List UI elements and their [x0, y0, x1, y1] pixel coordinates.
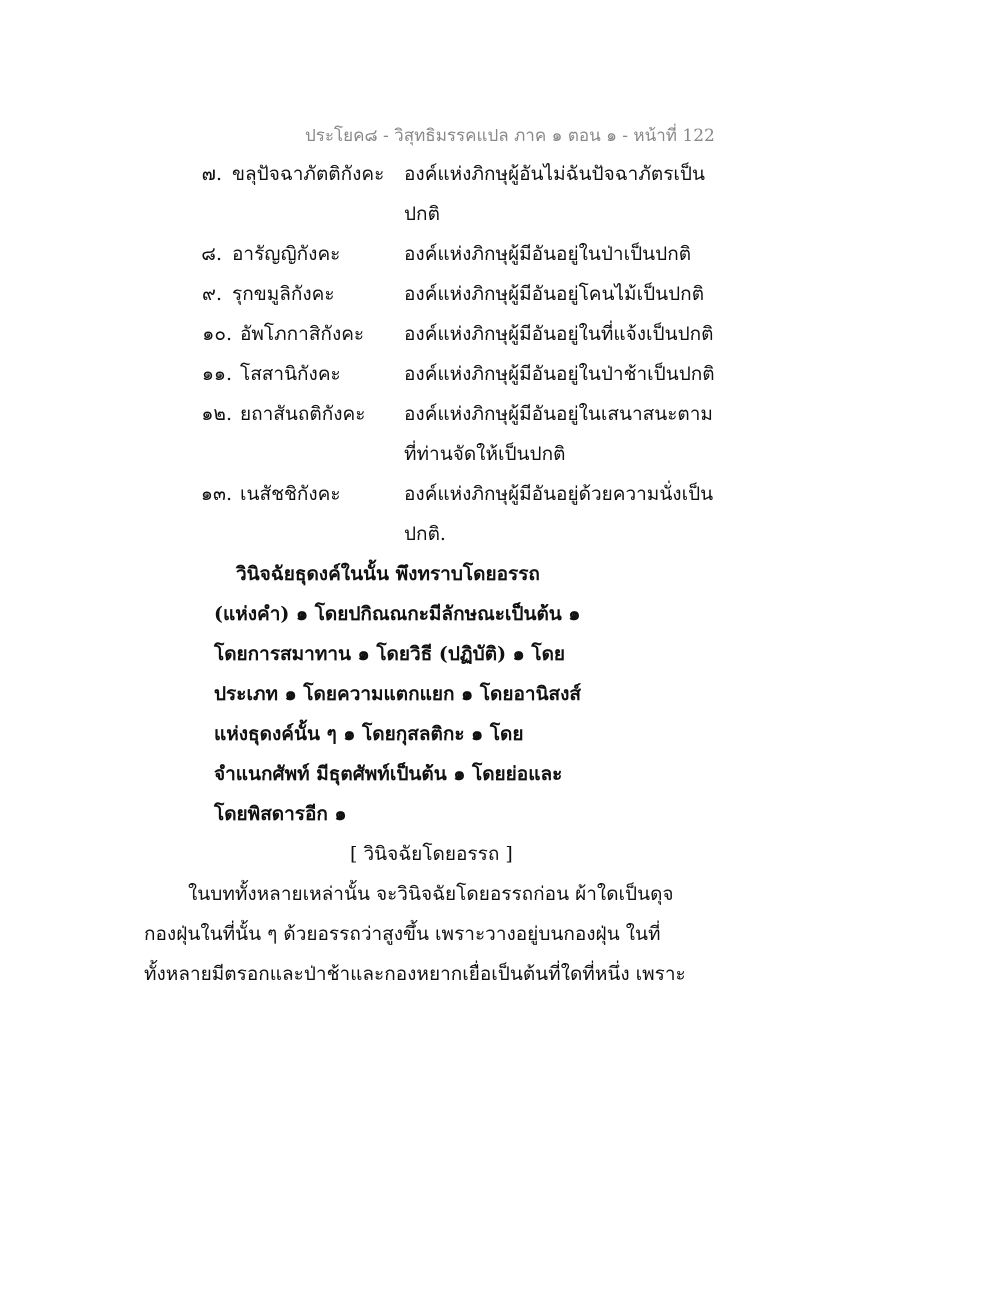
bold-paragraph-line: โดยพิสดารอีก ๑ [214, 803, 347, 825]
item-definition-cont: ที่ท่านจัดให้เป็นปกติ [404, 443, 566, 465]
item-number: ๑๓. [200, 483, 232, 505]
item-definition: องค์แห่งภิกษุผู้มีอันอยู่โคนไม้เป็นปกติ [404, 283, 705, 305]
item-number: ๘. [201, 243, 222, 265]
item-definition-cont: ปกติ [404, 203, 440, 225]
item-definition: องค์แห่งภิกษุผู้มีอันอยู่ในป่าเป็นปกติ [404, 243, 692, 265]
body-line: ในบททั้งหลายเหล่านั้น จะวินิจฉัยโดยอรรถก่อน ผ้าใดเป็นดุจ [188, 883, 674, 905]
item-definition: องค์แห่งภิกษุผู้มีอันอยู่ในที่แจ้งเป็นปกติ [404, 323, 714, 345]
item-term: ยถาสันถติกังคะ [240, 403, 366, 425]
item-term: อารัญญิกังคะ [232, 243, 341, 265]
bold-paragraph-line: วินิจฉัยธุดงค์ในนั้น พึงทราบโดยอรรถ [236, 563, 540, 585]
bold-paragraph-line: ประเภท ๑ โดยความแตกแยก ๑ โดยอานิสงส์ [214, 683, 582, 705]
item-number: ๑๐. [202, 323, 232, 345]
item-number: ๗. [201, 163, 222, 185]
section-title: [ วินิจฉัยโดยอรรถ ] [350, 843, 513, 865]
item-number: ๑๒. [201, 403, 232, 425]
bold-paragraph-line: แห่งธุดงค์นั้น ๆ ๑ โดยกุสลติกะ ๑ โดย [214, 723, 524, 745]
item-term: เนสัชชิกังคะ [240, 483, 341, 505]
item-definition-cont: ปกติ. [404, 523, 446, 545]
body-line: ทั้งหลายมีตรอกและป่าช้าและกองหยากเยื่อเป็นต้นที่ใดที่หนึ่ง เพราะ [144, 963, 686, 985]
body-line: กองฝุ่นในที่นั้น ๆ ด้วยอรรถว่าสูงขึ้น เพราะวางอยู่บนกองฝุ่น ในที่ [144, 923, 661, 945]
bold-paragraph-line: (แห่งคำ) ๑ โดยปกิณณกะมีลักษณะเป็นต้น ๑ [214, 603, 581, 625]
item-definition: องค์แห่งภิกษุผู้มีอันอยู่ในป่าช้าเป็นปกติ [404, 363, 715, 385]
item-number: ๑๑. [201, 363, 232, 385]
item-definition: องค์แห่งภิกษุผู้มีอันอยู่ด้วยความนั่งเป็น [404, 483, 714, 505]
item-number: ๙. [202, 283, 222, 305]
item-term: รุกขมูลิกังคะ [232, 283, 335, 305]
item-definition: องค์แห่งภิกษุผู้อันไม่ฉันปัจฉาภัตรเป็น [404, 163, 705, 185]
bold-paragraph-line: โดยการสมาทาน ๑ โดยวิธี (ปฏิบัติ) ๑ โดย [214, 643, 566, 665]
item-definition: องค์แห่งภิกษุผู้มีอันอยู่ในเสนาสนะตาม [404, 403, 713, 425]
page-header: ประโยค๘ - วิสุทธิมรรคแปล ภาค ๑ ตอน ๑ - หน้าที่ 122 [305, 126, 715, 146]
item-term: ขลุปัจฉาภัตติกังคะ [232, 163, 385, 185]
item-term: อัพโภกาสิกังคะ [240, 323, 365, 345]
bold-paragraph-line: จำแนกศัพท์ มีธุตศัพท์เป็นต้น ๑ โดยย่อและ [214, 763, 563, 785]
item-term: โสสานิกังคะ [240, 363, 341, 385]
